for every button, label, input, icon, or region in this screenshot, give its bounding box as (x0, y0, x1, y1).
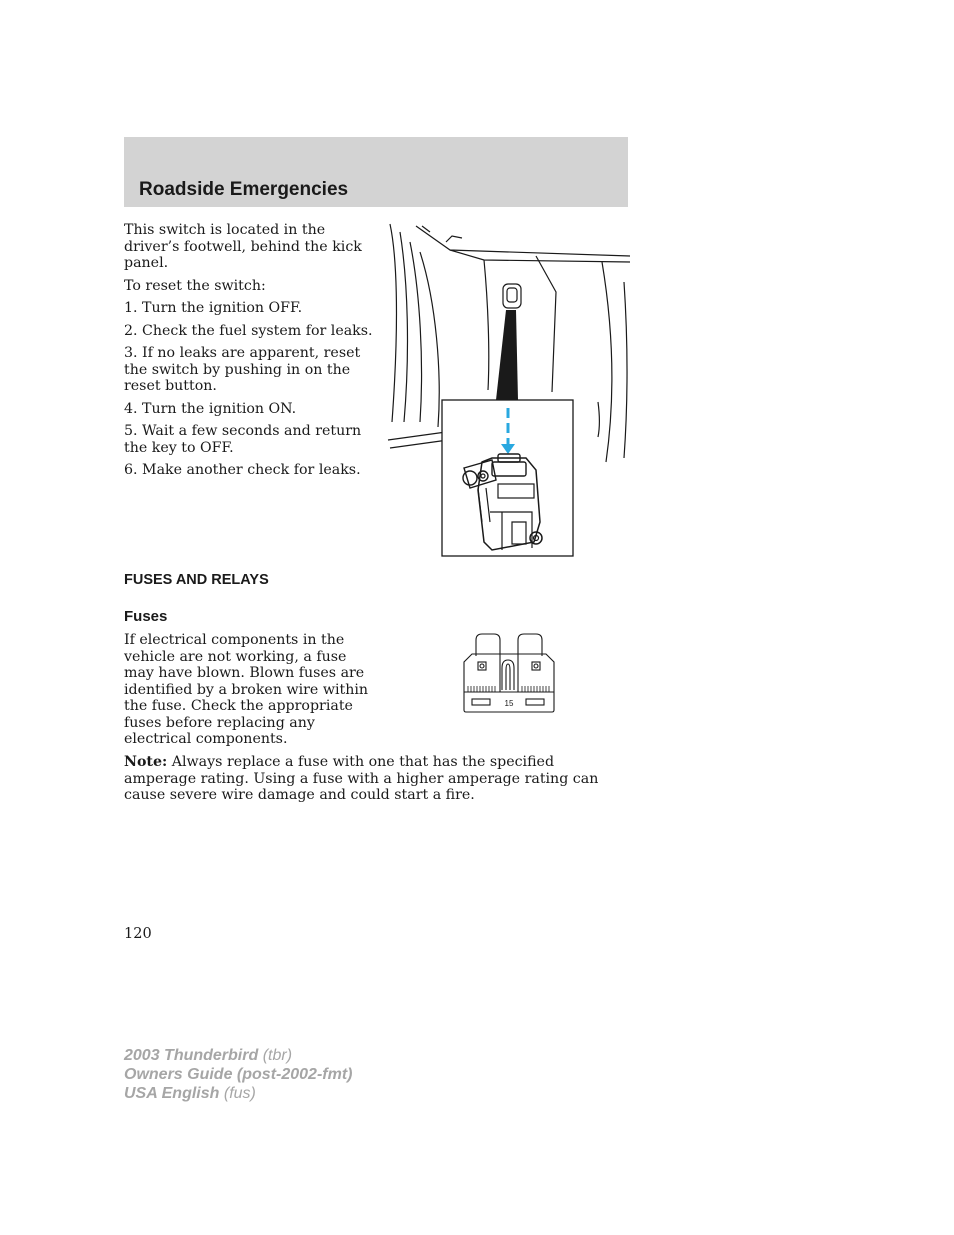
reset-step: 6. Make another check for leaks. (124, 462, 361, 478)
section-title: Roadside Emergencies (139, 179, 349, 200)
fuse-description: If electrical components in the vehicle are not working, a fuse may have blown. Blown fuses are identified by a broken wire within the fuse. Check the appropriate fuses before replacing any electrical components. (124, 632, 369, 747)
section-header-band (124, 137, 628, 207)
fuses-and-relays-heading: FUSES AND RELAYS (124, 572, 269, 588)
amperage-note (124, 754, 628, 804)
reset-step: 3. If no leaks are apparent, reset the switch by pushing in on the reset button. (124, 345, 361, 394)
reset-step: 1. Turn the ignition OFF. (124, 300, 303, 316)
note-body: Always replace a fuse with one that has the specified amperage rating. Using a fuse with a higher amperage rating can cause severe wire damage and could start a fire. (124, 754, 599, 803)
reset-step: 4. Turn the ignition ON. (124, 400, 297, 417)
reset-lead-text: To reset the switch: (124, 277, 266, 294)
fuses-subheading: Fuses (124, 608, 168, 625)
footer-line-language: USA English (fus) (124, 1085, 256, 1102)
fuel-pump-shutoff-switch-illustration (386, 222, 630, 558)
reset-instructions (124, 222, 376, 485)
reset-step: 5. Wait a few seconds and return the key to OFF. (124, 423, 362, 456)
fuse-amperage-label: 15 (504, 699, 514, 708)
page-number: 120 (124, 926, 152, 942)
blade-fuse-illustration (462, 632, 556, 714)
note-label: Note: (124, 754, 168, 770)
footer-line-vehicle: 2003 Thunderbird (tbr) (124, 1047, 293, 1064)
switch-location-text: This switch is located in the driver’s footwell, behind the kick panel. (124, 222, 362, 271)
footer-line-guide: Owners Guide (post-2002-fmt) (124, 1066, 353, 1083)
document-footer (124, 1046, 352, 1103)
reset-step: 2. Check the fuel system for leaks. (124, 322, 373, 339)
